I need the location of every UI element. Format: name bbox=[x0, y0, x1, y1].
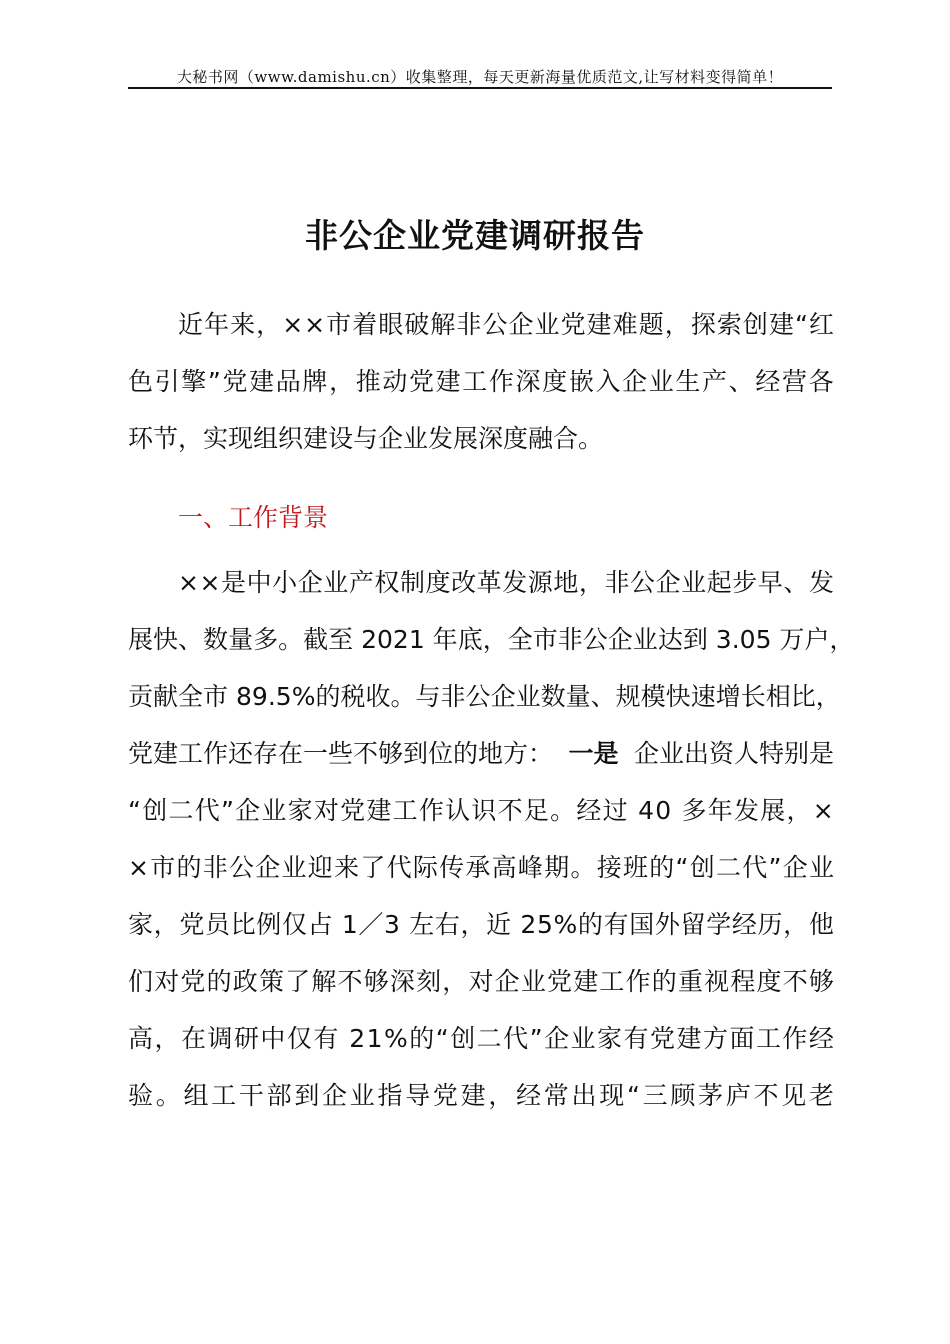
body-line: 高 ， 在 调 研 中 仅 有 2 1 % 的 “ 创 二 代 ” 企 业 家 有 党 建 方 面 工 作 经 bbox=[128, 1024, 834, 1053]
header-divider bbox=[128, 87, 832, 89]
body-line: 们 对 党 的 政 策 了 解 不 够 深 刻 ， 对 企 业 党 建 工 作 的 重 视 程 度 不 够 bbox=[128, 967, 834, 996]
section-heading: 一、工作背景 bbox=[178, 503, 329, 532]
site-header-text: 大秘书网（www.damishu.cn）收集整理，每天更新海量优质范文,让写材料变得简单！ bbox=[176, 68, 784, 86]
body-line: 验 。 组 工 干 部 到 企 业 指 导 党 建 ， 经 常 出 现 “ 三 顾 茅 庐 不 见 老 bbox=[128, 1081, 834, 1110]
body-text: 党建工作还存在一些不够到位的地方： bbox=[128, 739, 554, 768]
body-line: × 市 的 非 公 企 业 迎 来 了 代 际 传 承 高 峰 期 。 接 班 的 “ 创 二 代 ” 企 业 bbox=[128, 853, 834, 882]
document-title: 非公企业党建调研报告 bbox=[305, 216, 645, 255]
body-line-mixed bbox=[128, 725, 834, 782]
body-line: “ 创 二 代 ” 企 业 家 对 党 建 工 作 认 识 不 足 。 经 过 4 0 多 年 发 展 ， × bbox=[128, 796, 834, 825]
document-body bbox=[128, 296, 855, 1124]
body-text: 企业出资人特别是 bbox=[633, 739, 834, 768]
emphasis-text: 一是 bbox=[568, 739, 619, 768]
intro-line: 环节，实现组织建设与企业发展深度融合。 bbox=[128, 424, 604, 453]
body-line: 贡 献 全 市 8 9 . 5 % 的 税 收 。 与 非 公 企 业 数 量 、 规 模 快 速 增 长 相 比 ， bbox=[128, 682, 841, 711]
body-line: 展 快 、 数 量 多 。 截 至 2 0 2 1 年 底 ， 全 市 非 公 企 业 达 到 3 . 0 5 万 户 ， bbox=[128, 625, 855, 654]
intro-line: 色 引 擎 ” 党 建 品 牌 ， 推 动 党 建 工 作 深 度 嵌 入 企 业 生 产 、 经 营 各 bbox=[128, 367, 834, 396]
body-line: × × 是 中 小 企 业 产 权 制 度 改 革 发 源 地 ， 非 公 企 业 起 步 早 、 发 bbox=[178, 568, 834, 597]
body-line: 家 ， 党 员 比 例 仅 占 1 ／ 3 左 右 ， 近 2 5 % 的 有 国 外 留 学 经 历 ， 他 bbox=[128, 910, 834, 939]
intro-line: 近 年 来 ， × × 市 着 眼 破 解 非 公 企 业 党 建 难 题 ， 探 索 创 建 “ 红 bbox=[178, 310, 834, 339]
